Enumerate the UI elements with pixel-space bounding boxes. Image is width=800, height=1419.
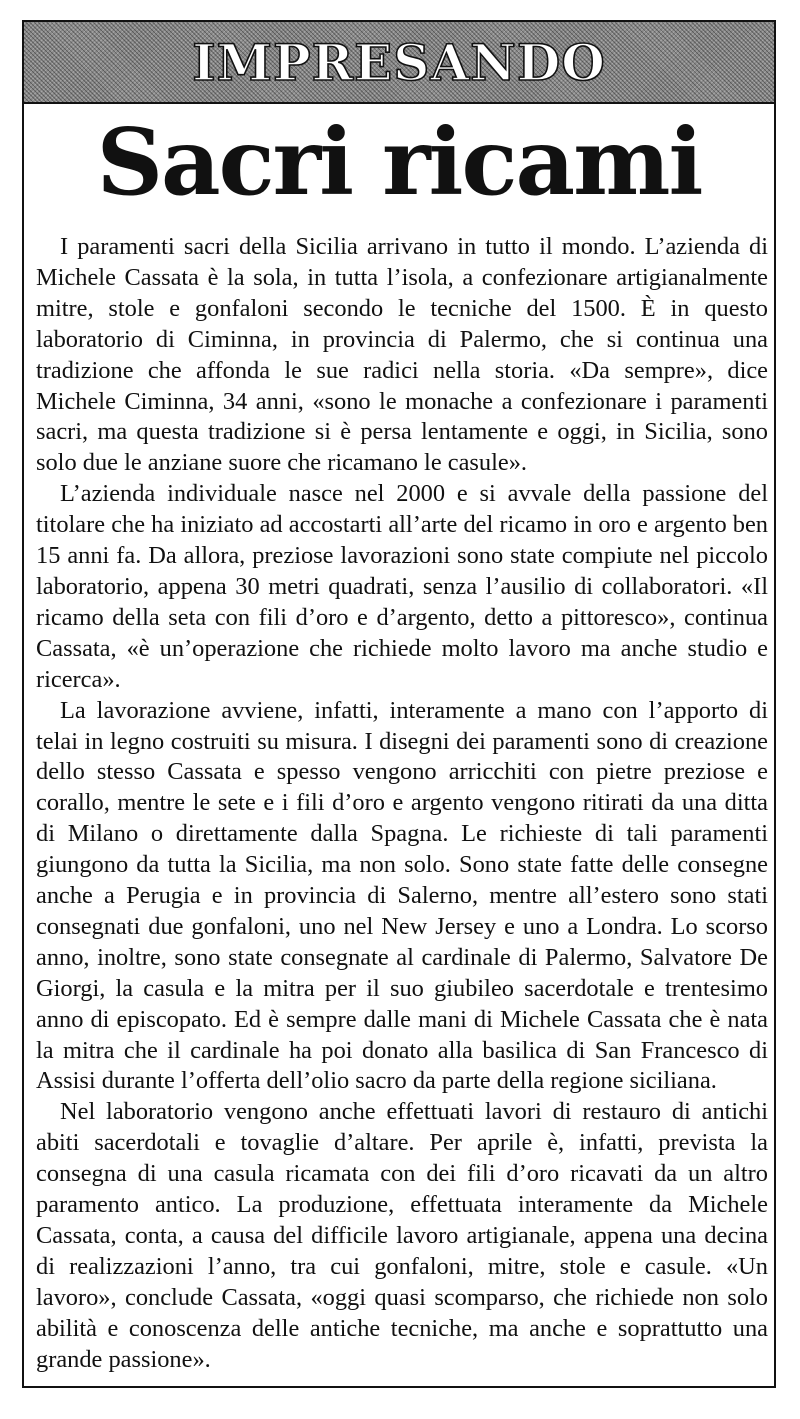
headline: Sacri ricami	[96, 108, 702, 216]
paragraph-1: I paramenti sacri della Sicilia arrivano in tutto il mondo. L’azienda di Michele Cassata è la sola, in tutta l’isola, a confezionare artigianalmente mitre, stole e gonfaloni secondo le tecniche del 1500. È in questo laboratorio di Ciminna, in provincia di Palermo, che si continua una tradizione che affonda le sue radici nella storia. «Da sempre», dice Michele Ciminna, 34 anni, «sono le monache a confezionare i paramenti sacri, ma questa tradizione si è persa lentamente e oggi, in Sicilia, sono solo due le anziane suore che ricamano le casule».	[36, 233, 768, 477]
section-title: IMPRESANDO	[192, 33, 606, 92]
paragraph-4: Nel laboratorio vengono anche effettuati lavori di restauro di antichi abiti sacerdotali e tovaglie d’altare. Per aprile è, infatti, prevista la consegna di una casula ricamata con dei fili d’oro ricavati da un altro paramento antico. La produzione, effettuata interamente da Michele Cassata, conta, a causa del difficile lavoro artigianale, appena una decina di realizzazioni l’anno, tra cui gonfaloni, mitre, stole e casule. «Un lavoro», conclude Cassata, «oggi quasi scomparso, che richiede non solo abilità e conoscenza delle antiche tecniche, ma anche e soprattutto una grande passione».	[36, 1098, 768, 1373]
article-box	[22, 20, 776, 1388]
article-body	[36, 232, 768, 1376]
section-banner	[24, 22, 774, 104]
paragraph-3: La lavorazione avviene, infatti, interamente a mano con l’apporto di telai in legno costruiti su misura. I disegni dei paramenti sono di creazione dello stesso Cassata e spesso vengono arricchiti con pietre preziose e corallo, mentre le sete e i fili d’oro e argento vengono ritirati da una ditta di Milano o direttamente dalla Spagna. Le richieste di tali paramenti giungono da tutta la Sicilia, ma non solo. Sono state fatte delle consegne anche a Perugia e in provincia di Salerno, mentre all’estero sono stati consegnati due gonfaloni, uno nel New Jersey e uno a Londra. Lo scorso anno, inoltre, sono state consegnate al cardinale di Palermo, Salvatore De Giorgi, la casula e la mitra per il suo giubileo sacerdotale e trentesimo anno di episcopato. Ed è sempre dalle mani di Michele Cassata che è nata la mitra che il cardinale ha poi donato alla basilica di San Francesco di Assisi durante l’offerta dell’olio sacro da parte della regione siciliana.	[36, 696, 768, 1095]
paragraph-2: L’azienda individuale nasce nel 2000 e si avvale della passione del titolare che ha iniziato ad accostarti all’arte del ricamo in oro e argento ben 15 anni fa. Da allora, preziose lavorazioni sono state compiute nel piccolo laboratorio, appena 30 metri quadrati, senza l’ausilio di collaboratori. «Il ricamo della seta con fili d’oro e d’argento, detto a pittoresco», continua Cassata, «è un’operazione che richiede molto lavoro ma anche studio e ricerca».	[36, 480, 768, 693]
